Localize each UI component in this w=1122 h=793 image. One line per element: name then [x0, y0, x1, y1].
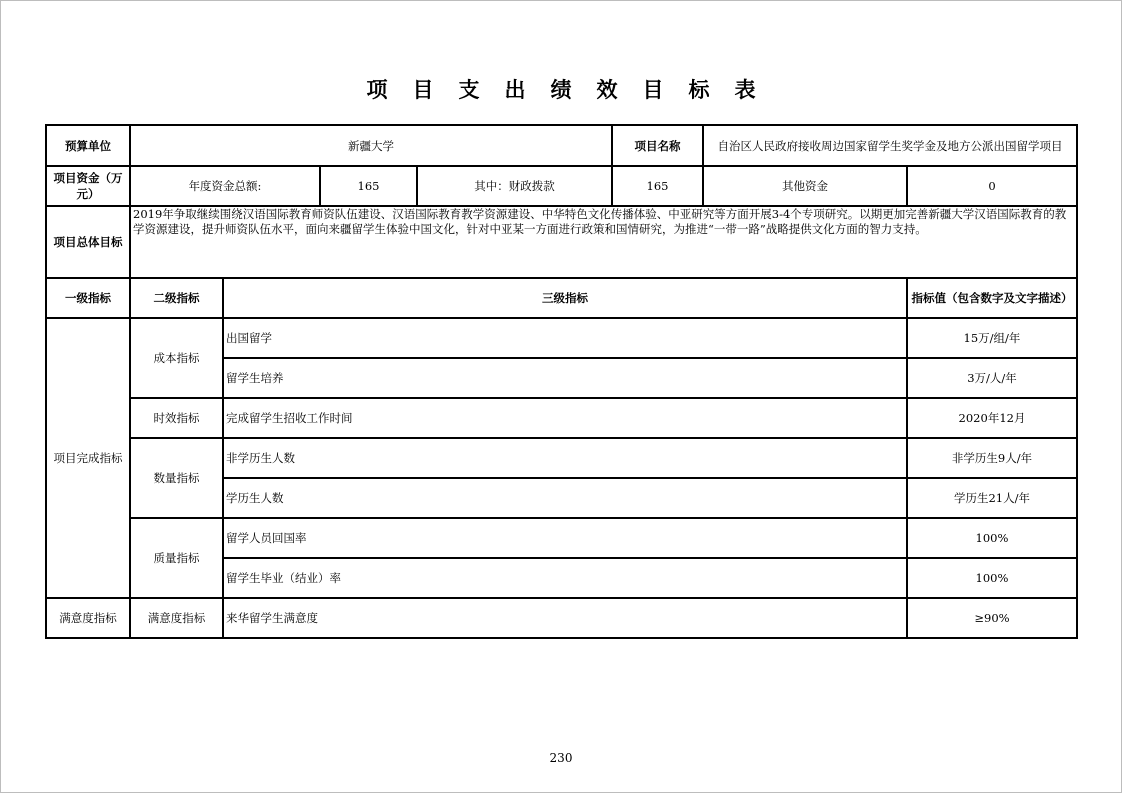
budget-unit-row — [46, 125, 1077, 166]
overall-goal-label: 项目总体目标 — [46, 206, 130, 278]
indicator-header-row — [46, 278, 1077, 318]
budget-unit-label: 预算单位 — [46, 125, 130, 166]
indicator-name: 留学生毕业（结业）率 — [223, 558, 907, 598]
indicator-name: 学历生人数 — [223, 478, 907, 518]
indicator-value: 非学历生9人/年 — [907, 438, 1077, 478]
indicator-value: 100% — [907, 558, 1077, 598]
fiscal-value: 165 — [612, 166, 703, 206]
fiscal-label: 其中：财政拨款 — [417, 166, 612, 206]
budget-unit-value: 新疆大学 — [130, 125, 612, 166]
level1-header: 一级指标 — [46, 278, 130, 318]
funds-row — [46, 166, 1077, 206]
indicator-value: ≥90% — [907, 598, 1077, 638]
table-row — [46, 438, 1077, 478]
project-name-label: 项目名称 — [612, 125, 703, 166]
other-funds-label: 其他资金 — [703, 166, 907, 206]
project-name-value: 自治区人民政府接收周边国家留学生奖学金及地方公派出国留学项目 — [703, 125, 1077, 166]
performance-table — [45, 124, 1078, 639]
page-title: 项目支出绩效目标表 — [366, 78, 781, 102]
table-row — [46, 398, 1077, 438]
indicator-name: 留学生培养 — [223, 358, 907, 398]
level3-header: 三级指标 — [223, 278, 907, 318]
indicator-value: 15万/组/年 — [907, 318, 1077, 358]
table-row — [46, 318, 1077, 358]
indicator-value: 3万/人/年 — [907, 358, 1077, 398]
annual-total-value: 165 — [320, 166, 417, 206]
indicator-value-header: 指标值（包含数字及文字描述） — [907, 278, 1077, 318]
satisfaction-level1: 满意度指标 — [46, 598, 130, 638]
indicator-value: 100% — [907, 518, 1077, 558]
indicator-name: 出国留学 — [223, 318, 907, 358]
page-number: 230 — [549, 751, 573, 765]
indicator-name: 来华留学生满意度 — [223, 598, 907, 638]
level2-header: 二级指标 — [130, 278, 223, 318]
other-funds-value: 0 — [907, 166, 1077, 206]
quality-indicator-label: 质量指标 — [130, 518, 223, 598]
table-row — [46, 598, 1077, 638]
funds-label: 项目资金（万元） — [46, 166, 130, 206]
annual-total-label: 年度资金总额: — [130, 166, 320, 206]
satisfaction-level2: 满意度指标 — [130, 598, 223, 638]
overall-goal-row — [46, 206, 1077, 278]
indicator-name: 留学人员回国率 — [223, 518, 907, 558]
completion-level1: 项目完成指标 — [46, 318, 130, 598]
indicator-value: 2020年12月 — [907, 398, 1077, 438]
table-row — [46, 518, 1077, 558]
indicator-value: 学历生21人/年 — [907, 478, 1077, 518]
indicator-name: 非学历生人数 — [223, 438, 907, 478]
indicator-name: 完成留学生招收工作时间 — [223, 398, 907, 438]
time-indicator-label: 时效指标 — [130, 398, 223, 438]
cost-indicator-label: 成本指标 — [130, 318, 223, 398]
overall-goal-text: 2019年争取继续围绕汉语国际教育师资队伍建设、汉语国际教育教学资源建设、中华特色文化传播体验、中亚研究等方面开展3-4个专项研究。以期更加完善新疆大学汉语国际教育的教学资源建设，提升师资队伍水平，面向来疆留学生体验中国文化，针对中亚某一方面进行政策和国情研究，为推进“一带一路”战略提供文化方面的智力支持。 — [130, 206, 1077, 278]
quantity-indicator-label: 数量指标 — [130, 438, 223, 518]
